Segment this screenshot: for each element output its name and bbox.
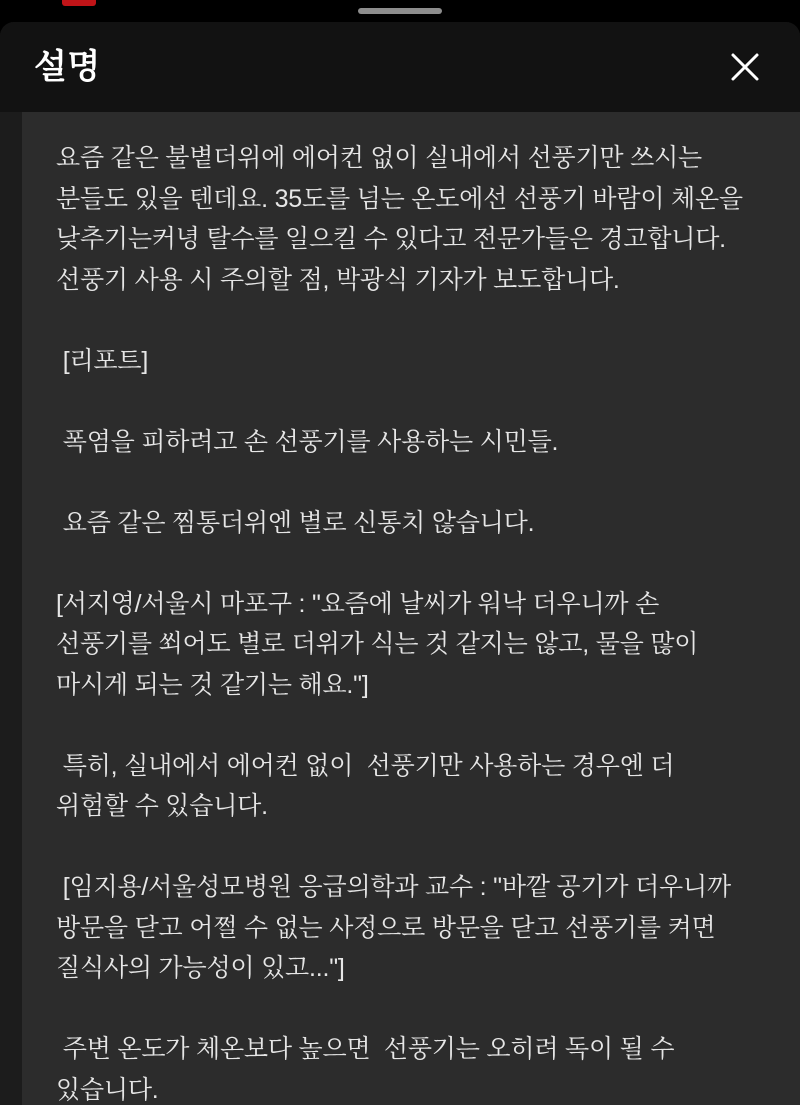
close-icon: [725, 47, 765, 87]
description-sheet: [0, 22, 800, 1105]
brand-logo-mark: [62, 0, 96, 6]
left-gutter-rail: [0, 112, 22, 1105]
sheet-drag-handle[interactable]: [358, 8, 442, 14]
close-button[interactable]: [722, 44, 768, 90]
page-title: 설명: [34, 48, 101, 86]
description-body[interactable]: [0, 112, 800, 1105]
description-text: 요즘 같은 불볕더위에 에어컨 없이 실내에서 선풍기만 쓰시는 분들도 있을 텐데요. 35도를 넘는 온도에선 선풍기 바람이 체온을 낮추기는커녕 탈수를 일으킬 수 있다고 전문가들은 경고합니다. 선풍기 사용 시 주의할 점, 박광식 기자가 보도합니다. [리포트] 폭염을 피하려고 손 선풍기를 사용하는 시민들. 요즘 같은 찜통더위엔 별로 신통치 않습니다. [서지영/서울시 마포구 : "요즘에 날씨가 워낙 더우니까 손 선풍기를 쐬어도 별로 더위가 식는 것 같지는 않고, 물을 많이 마시게 되는 것 같기는 해요."] 특히, 실내에서 에어컨 없이 선풍기만 사용하는 경우엔 더 위험할 수 있습니다. [임지용/서울성모병원 응급의학과 교수 : "바깥 공기가 더우니까 방문을 닫고 어쩔 수 없는 사정으로 방문을 닫고 선풍기를 켜면 질식사의 가능성이 있고..."] 주변 온도가 체온보다 높으면 선풍기는 오히려 독이 될 수 있습니다.: [56, 144, 743, 1104]
background-app-strip: [0, 0, 800, 22]
sheet-header: [0, 22, 800, 112]
